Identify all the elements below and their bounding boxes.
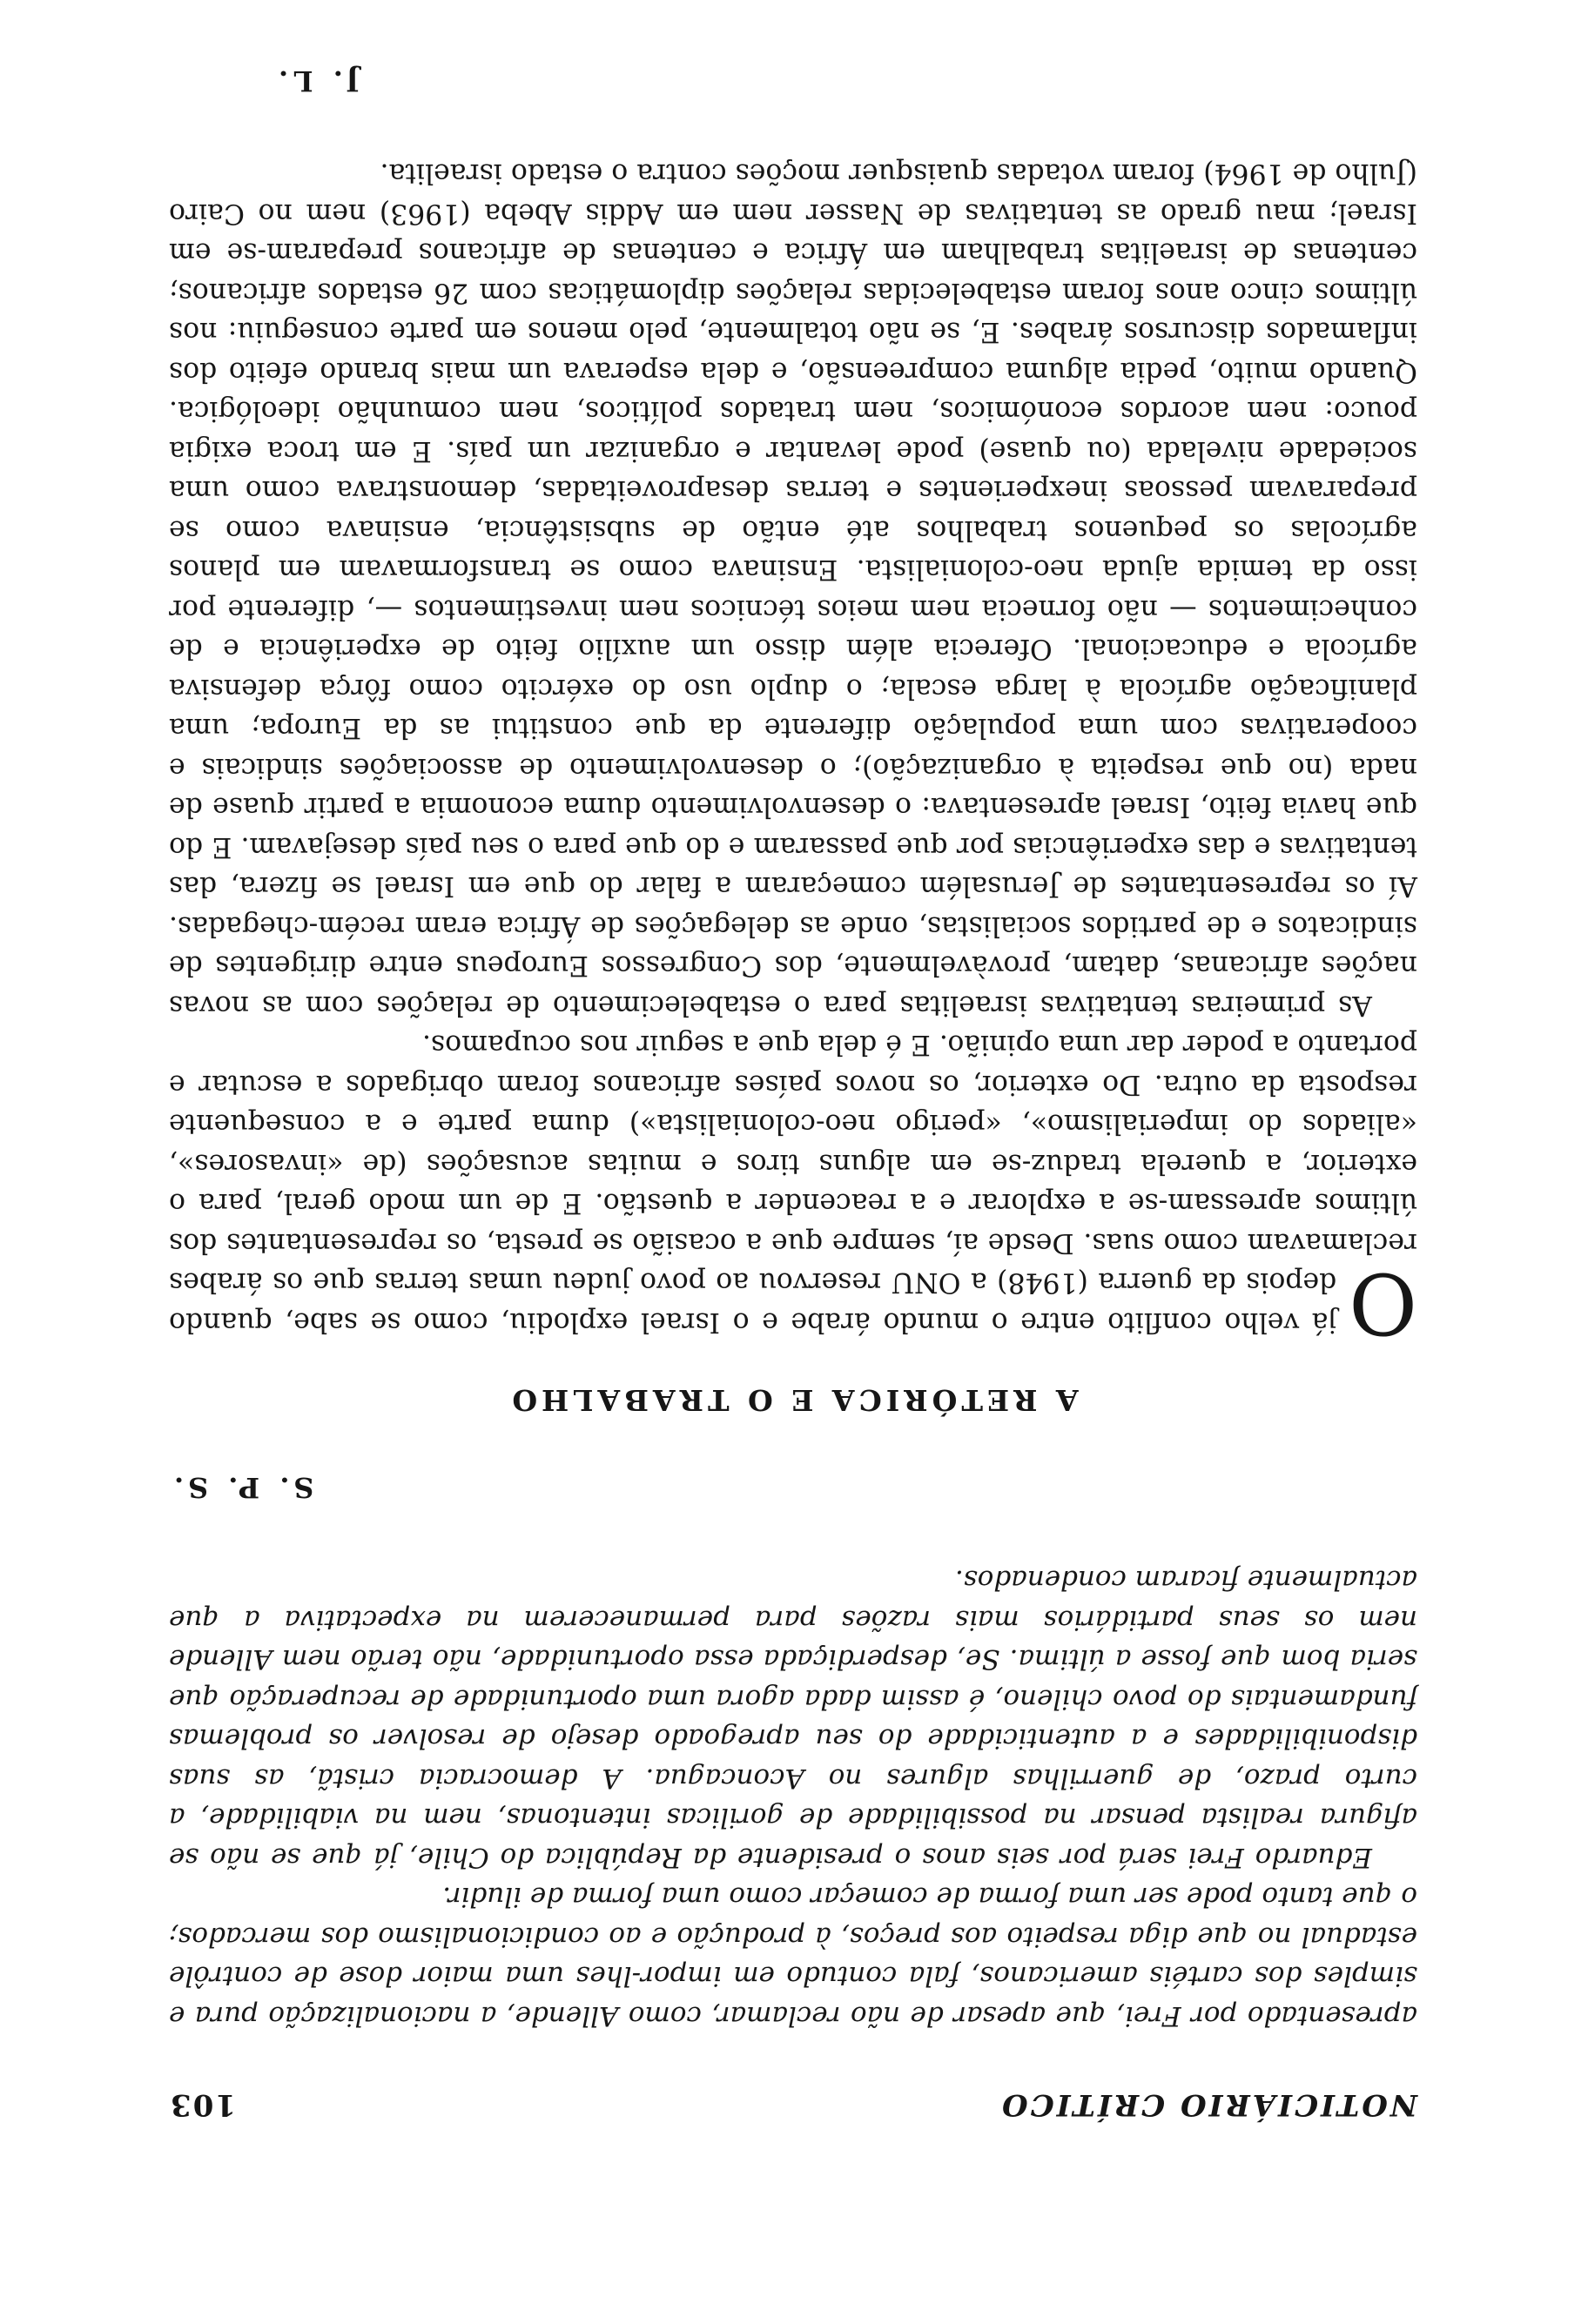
chile-paragraph-2: Eduardo Frei será por seis anos o presidente da República do Chile, já que se não se afigura realista pensar na possibilidade de gorilicas intentonas, nem na viabilidade, a curto prazo, de guerrilhas algures no Aconcagua. A democracia cristã, as suas disponibilidades e a autenticidade do seu apregoado desejo de resolver os problemas fundamentais do povo chileno, é assim dada agora uma oportunidade de recuperação que seria bom que fosse a última. Se, desperdiçada essa oportunidade, não terão nem Allende nem os seus partidários mais razões para permanecerem na expectativa a que actualmente ficaram condenados. bbox=[169, 1564, 1417, 1873]
chile-article bbox=[169, 1560, 1417, 2035]
work-paragraph-1-text: já velho conflito entre o mundo árabe e o Israel explodiu, como se sabe, quando depois da guerra (1948) a ONU reservou ao povo judeu umas terras que os árabes reclamavam como suas. Desde aí, sempre que a ocasião se presta, os representantes dos últimos apressam-se a explorar e a reacender a questão. E de um modo geral, para o exterior, a querela traduz-se em alguns tiros e muitas acusações (de «invasores», «aliados do imperialismo», «perigo neo-colonialista») duma parte e a consequente resposta da outra. Do exterior, os novos países africanos foram obrigados a escutar e portanto a poder dar uma opinião. E é dela que a seguir nos ocupamos. bbox=[169, 1029, 1417, 1338]
page-content bbox=[169, 64, 1417, 2122]
running-header bbox=[169, 2087, 1417, 2122]
page-number: 103 bbox=[169, 2087, 236, 2122]
work-paragraph-1 bbox=[169, 1024, 1417, 1352]
running-title: NOTICIÁRIO CRÍTICO bbox=[999, 2087, 1417, 2122]
work-article bbox=[169, 153, 1417, 1352]
drop-cap: O bbox=[1349, 1254, 1417, 1352]
chile-paragraph-1: apresentado por Frei, que apesar de não reclamar, como Allende, a nacionalização pura e simples dos cartéis americanos, fala contudo em impor-lhes uma maior dose de contrôle estadual no que diga respeito aos preços, à produção e ao condicionalismo dos mercados; o que tanto pode ser uma forma de começar como uma forma de iludir. bbox=[169, 1881, 1417, 2032]
work-paragraph-2: As primeiras tentativas israelitas para o estabelecimento de relações com as novas nações africanas, datam, provàvelmente, dos Congressos Europeus entre dirigentes de sindicatos e de partidos socialistas, onde as delegações de África eram recém-chegadas. Aí os representantes de Jerusalém começaram a falar do que em Israel se fizera, das tentativas e das experiências por que passaram e do que para o seu país desejavam. E do que havia feito, Israel apresentava: o desenvolvimento duma economia a partir quase de nada (no que respeita à organização); o desenvolvimento de associações sindicais e cooperativas com uma população diferente da que constitui as da Europa; uma planificação agrícola à larga escala; o duplo uso do exército como fôrça defensiva agrícola e educacional. Oferecia além disso um auxílio feito de experiência e de conhecimentos — não fornecia nem meios técnicos nem investimentos —, diferente por isso da temida ajuda neo-colonialista. Ensinava como se transformavam em planos agrícolas os pequenos trabalhos até então de subsistência, ensinava como se preparavam pessoas inexperientes e terras desaproveitadas, demonstrava como uma sociedade nivelada (ou quase) pode levantar e organizar um país. E em troca exigia pouco: nem acordos económicos, nem tratados políticos, nem comunhão ideológica. Quando muito, pedia alguma compreensão, e dela esperava um mais brando efeito dos inflamados discursos árabes. E, se não totalmente, pelo menos em parte conseguiu: nos últimos cinco anos foram estabelecidas relações diplomáticas com 26 estados africanos; centenas de israelitas trabalham em África e centenas de africanos preparam-se em Israel; mau grado as tentativas de Nasser nem em Addis Abeba (1963) nem no Cairo (Julho de 1964) foram votadas quaisquer moções contra o estado israelita. bbox=[169, 158, 1417, 1021]
work-article-signature: J. L. bbox=[273, 64, 360, 97]
article-title: A RETÓRICA E O TRABALHO bbox=[508, 1383, 1079, 1417]
chile-article-signature: S. P. S. bbox=[169, 1471, 314, 1504]
